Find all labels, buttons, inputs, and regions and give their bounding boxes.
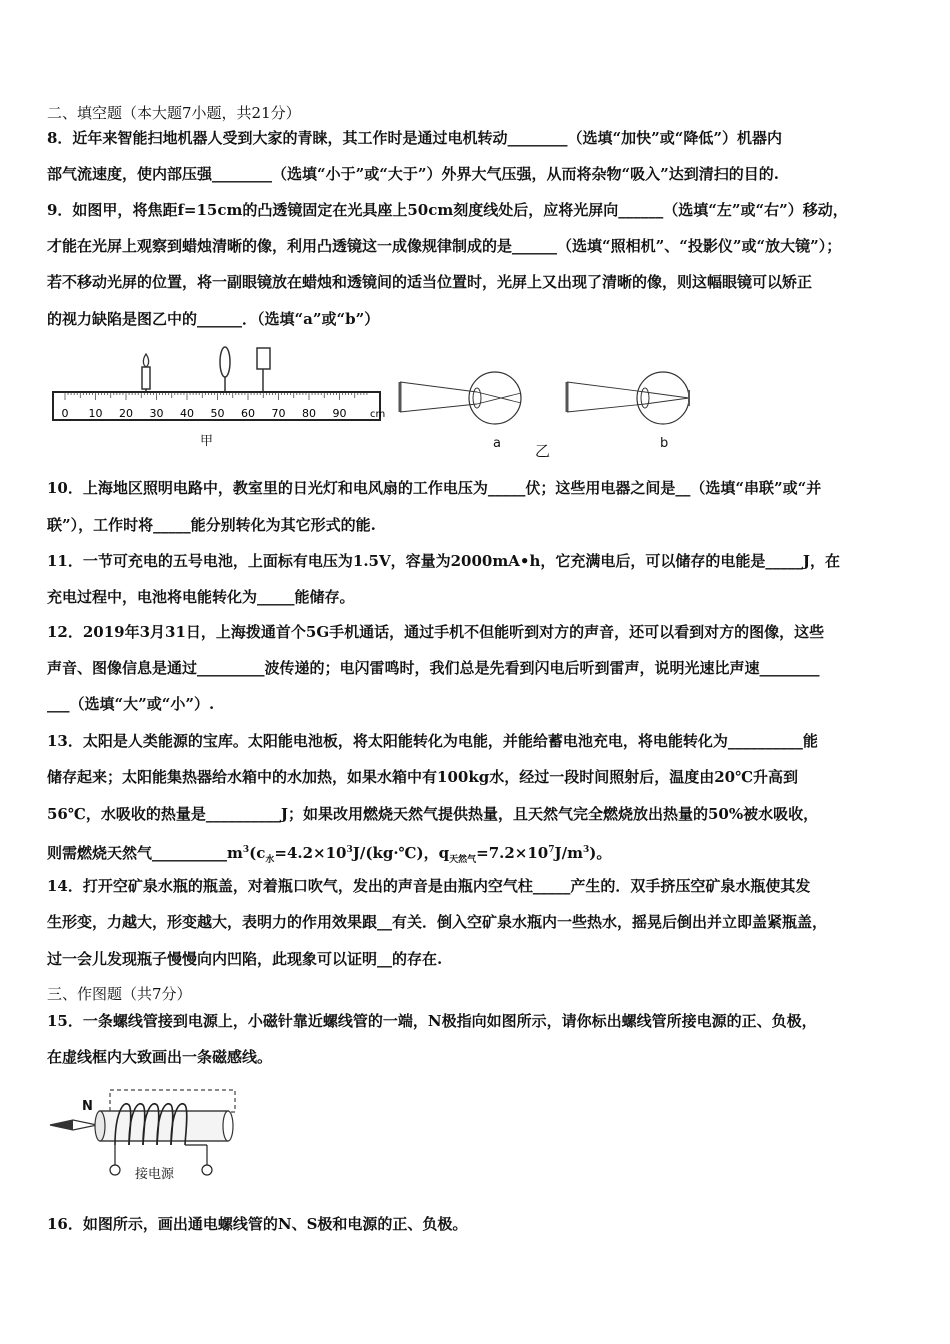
section-2-heading: 二、填空题（本大题7小题，共21分） — [47, 104, 301, 122]
q9-line-2: 才能在光屏上观察到蜡烛清晰的像，利用凸透镜这一成像规律制成的是______（选填“照相机”、“投影仪”或“放大镜”）； — [47, 237, 842, 255]
eye-b-diagram — [567, 372, 689, 424]
q13-line-1: 13．太阳是人类能源的宝库。太阳能电池板，将太阳能转化为电能，并能给蓄电池充电，将电能转化为__________能 — [47, 732, 818, 750]
ruler-tick-label: 0 — [61, 407, 69, 420]
candle — [142, 367, 150, 389]
convex-lens — [220, 347, 230, 377]
eyes-svg — [395, 370, 715, 440]
q15-line-1: 15．一条螺线管接到电源上，小磁针靠近螺线管的一端，N极指向如图所示，请你标出螺线管所接电源的正、负极， — [47, 1012, 817, 1030]
ruler-tick-label: 70 — [271, 407, 286, 420]
label-n: N — [82, 1099, 93, 1114]
label-b: b — [660, 436, 669, 451]
q14-line-1: 14．打开空矿泉水瓶的瓶盖，对着瓶口吹气，发出的声音是由瓶内空气柱_____产生的．双手挤压空矿泉水瓶使其发 — [47, 877, 811, 895]
q10-line-1: 10．上海地区照明电路中，教室里的日光灯和电风扇的工作电压为_____伏；这些用电器之间是__（选填“串联”或“并 — [47, 479, 822, 497]
q8-line-2: 部气流速度，使内部压强________（选填“小于”或“大于”）外界大气压强，从而将杂物“吸入”达到清扫的目的. — [47, 165, 779, 183]
q15-line-2: 在虚线框内大致画出一条磁感线。 — [47, 1048, 273, 1066]
terminal-right — [202, 1165, 212, 1175]
eye-a-diagram — [400, 372, 521, 424]
q9-line-3: 若不移动光屏的位置，将一副眼镜放在蜡烛和透镜间的适当位置时，光屏上又出现了清晰的像，则这幅眼镜可以矫正 — [47, 273, 813, 291]
label-power: 接电源 — [135, 1167, 175, 1182]
ruler-unit: cm — [370, 409, 385, 420]
label-a: a — [493, 436, 501, 451]
figure-jia-optical-bench — [50, 340, 385, 450]
q14-line-3: 过一会儿发现瓶子慢慢向内凹陷，此现象可以证明__的存在. — [47, 950, 443, 968]
figure-solenoid — [45, 1085, 245, 1185]
q11-line-2: 充电过程中，电池将电能转化为_____能储存。 — [47, 588, 355, 606]
terminal-left — [110, 1165, 120, 1175]
q12-line-3: ___（选填“大”或“小”）. — [47, 695, 215, 713]
q11-line-1: 11．一节可充电的五号电池，上面标有电压为1.5V，容量为2000mA•h，它充满电后，可以储存的电能是_____J，在 — [47, 552, 840, 570]
q13-line-2: 储存起来；太阳能集热器给水箱中的水加热，如果水箱中有100kg水，经过一段时间照射后，温度由20℃升高到 — [47, 768, 799, 786]
ruler-tick-label: 40 — [180, 407, 194, 420]
ruler-tick-label: 80 — [302, 407, 316, 420]
ruler-ticks — [65, 392, 367, 400]
needle-n-end — [50, 1120, 73, 1130]
section-3-heading: 三、作图题（共7分） — [47, 985, 192, 1003]
label-jia: 甲 — [200, 434, 214, 449]
light-screen — [257, 348, 270, 369]
ruler-tick-label: 50 — [210, 407, 225, 420]
q12-line-1: 12．2019年3月31日，上海拨通首个5G手机通话，通过手机不但能听到对方的声音，还可以看到对方的图像，这些 — [47, 623, 825, 641]
q13-line-4: 则需燃烧天然气$\_\_\_\_\_\_\_\_\_\_m^3(c_水=4.2\times 10^3J/(kg\cdot℃)$，$q_{天然气}=7.2\times 10^7J/m^3$)。 — [47, 844, 612, 865]
ruler-tick-label: 20 — [119, 407, 133, 420]
label-yi: 乙 — [535, 442, 551, 460]
figure-yi-eyes — [395, 370, 715, 465]
q13-line-3: 56℃，水吸收的热量是__________J；如果改用燃烧天然气提供热量，且天然气完全燃烧放出热量的50%被水吸收， — [47, 805, 819, 823]
optical-bench-svg — [50, 340, 385, 450]
ruler-labels — [62, 407, 347, 420]
q14-line-2: 生形变，力越大，形变越大，表明力的作用效果跟__有关．倒入空矿泉水瓶内一些热水，摇晃后倒出并立即盖紧瓶盖， — [47, 913, 828, 931]
q10-line-2: 联”），工作时将_____能分别转化为其它形式的能. — [47, 516, 376, 534]
q9-line-4: 的视力缺陷是图乙中的______．（选填“a”或“b”） — [47, 310, 380, 328]
q12-line-2: 声音、图像信息是通过_________波传递的；电闪雷鸣时，我们总是先看到闪电后听到雷声，说明光速比声速________ — [47, 659, 820, 677]
q9-line-1: 9．如图甲，将焦距f=15cm的凸透镜固定在光具座上50cm刻度线处后，应将光屏向______（选填“左”或“右”）移动， — [47, 201, 848, 219]
q8-line-1: 8．近年来智能扫地机器人受到大家的青睐，其工作时是通过电机转动________（选填“加快”或“降低”）机器内 — [47, 129, 782, 147]
ruler-tick-label: 30 — [149, 407, 164, 420]
ruler-tick-label: 10 — [88, 407, 103, 420]
ruler-tick-label: 60 — [241, 407, 255, 420]
q16-line-1: 16．如图所示，画出通电螺线管的N、S极和电源的正、负极。 — [47, 1215, 468, 1233]
candle-flame — [143, 354, 148, 367]
ruler-tick-label: 90 — [332, 407, 347, 420]
